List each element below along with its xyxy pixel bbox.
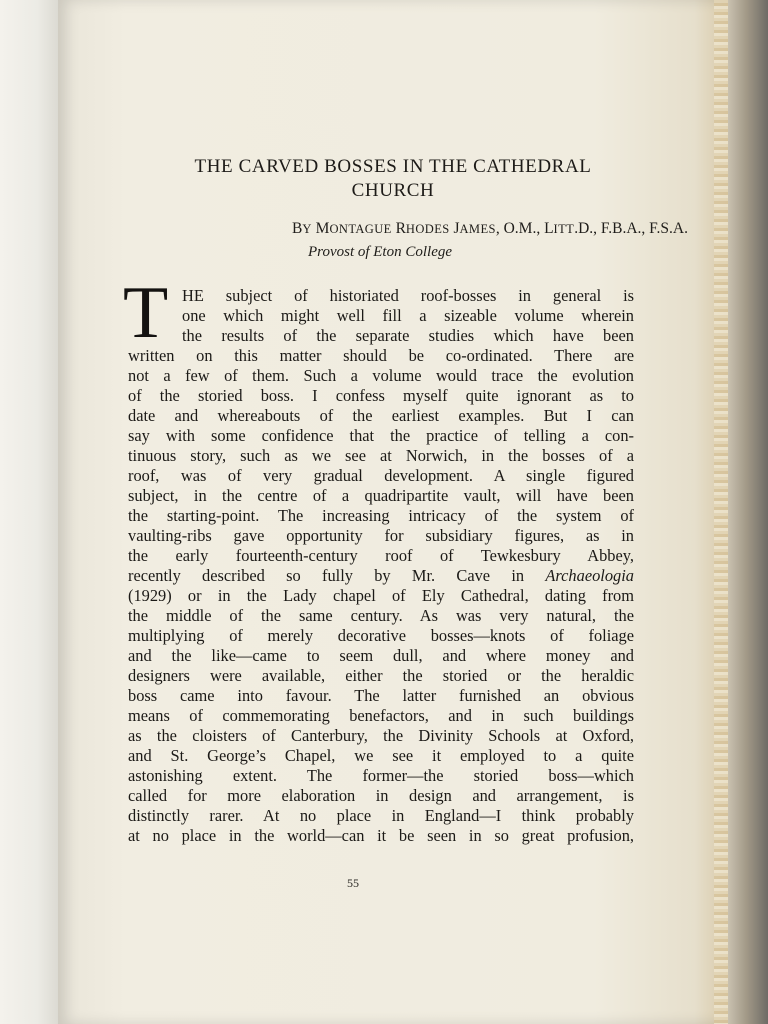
text-line: recently described so fully by Mr. Cave in Archaeologia xyxy=(128,566,634,585)
text-line: tinuous story, such as we see at Norwich, in the bosses of a xyxy=(128,446,634,465)
text-line: the middle of the same century. As was very natural, the xyxy=(128,606,634,625)
drop-cap: T xyxy=(123,272,169,354)
text-line: called for more elaboration in design and arrangement, is xyxy=(128,786,634,805)
text-line: the starting-point. The increasing intricacy of the system of xyxy=(128,506,634,525)
text-line: of the storied boss. I confess myself quite ignorant as to xyxy=(128,386,634,405)
text-line: say with some confidence that the practice of telling a con- xyxy=(128,426,634,445)
title-line-2: CHURCH xyxy=(351,180,435,201)
journal-title: Archaeologia xyxy=(545,566,634,585)
body-text xyxy=(58,0,728,1024)
book-page xyxy=(58,0,728,1024)
text-line: and the like—came to seem dull, and where money and xyxy=(128,646,634,665)
text-line: one which might well fill a sizeable volume wherein xyxy=(182,306,634,325)
text-line: and St. George’s Chapel, we see it employed to a quite xyxy=(128,746,634,765)
text-line: subject, in the centre of a quadripartite vault, will have been xyxy=(128,486,634,505)
text-line: (1929) or in the Lady chapel of Ely Cathedral, dating from xyxy=(128,586,634,605)
text-line: the results of the separate studies which have been xyxy=(182,326,634,345)
text-line: date and whereabouts of the earliest examples. But I can xyxy=(128,406,634,425)
text-line: astonishing extent. The former—the storied boss—which xyxy=(128,766,634,785)
text-line: boss came into favour. The latter furnished an obvious xyxy=(128,686,634,705)
page-number: 55 xyxy=(347,876,359,890)
text-line: written on this matter should be co-ordinated. There are xyxy=(128,346,634,365)
author-line: BY MONTAGUE RHODES JAMES, O.M., LITT.D., F.B.A., F.S.A. xyxy=(292,220,688,237)
text-line: vaulting-ribs gave opportunity for subsidiary figures, as in xyxy=(128,526,634,545)
text-line: not a few of them. Such a volume would trace the evolution xyxy=(128,366,634,385)
text-line: the early fourteenth-century roof of Tewkesbury Abbey, xyxy=(128,546,634,565)
author-affiliation: Provost of Eton College xyxy=(308,244,453,260)
text-line: distinctly rarer. At no place in England—I think probably xyxy=(128,806,634,825)
text-line: roof, was of very gradual development. A single figured xyxy=(128,466,634,485)
text-line: multiplying of merely decorative bosses—knots of foliage xyxy=(128,626,634,645)
text-line: as the cloisters of Canterbury, the Divinity Schools at Oxford, xyxy=(128,726,634,745)
title-line-1: THE CARVED BOSSES IN THE CATHEDRAL xyxy=(194,156,592,177)
text-line: HE subject of historiated roof-bosses in general is xyxy=(182,286,634,305)
text-line: designers were available, either the storied or the heraldic xyxy=(128,666,634,685)
book-edge xyxy=(728,0,768,1024)
text-line: at no place in the world—can it be seen in so great profusion, xyxy=(128,826,634,845)
facing-page xyxy=(0,0,62,1024)
text-line: means of commemorating benefactors, and in such buildings xyxy=(128,706,634,725)
